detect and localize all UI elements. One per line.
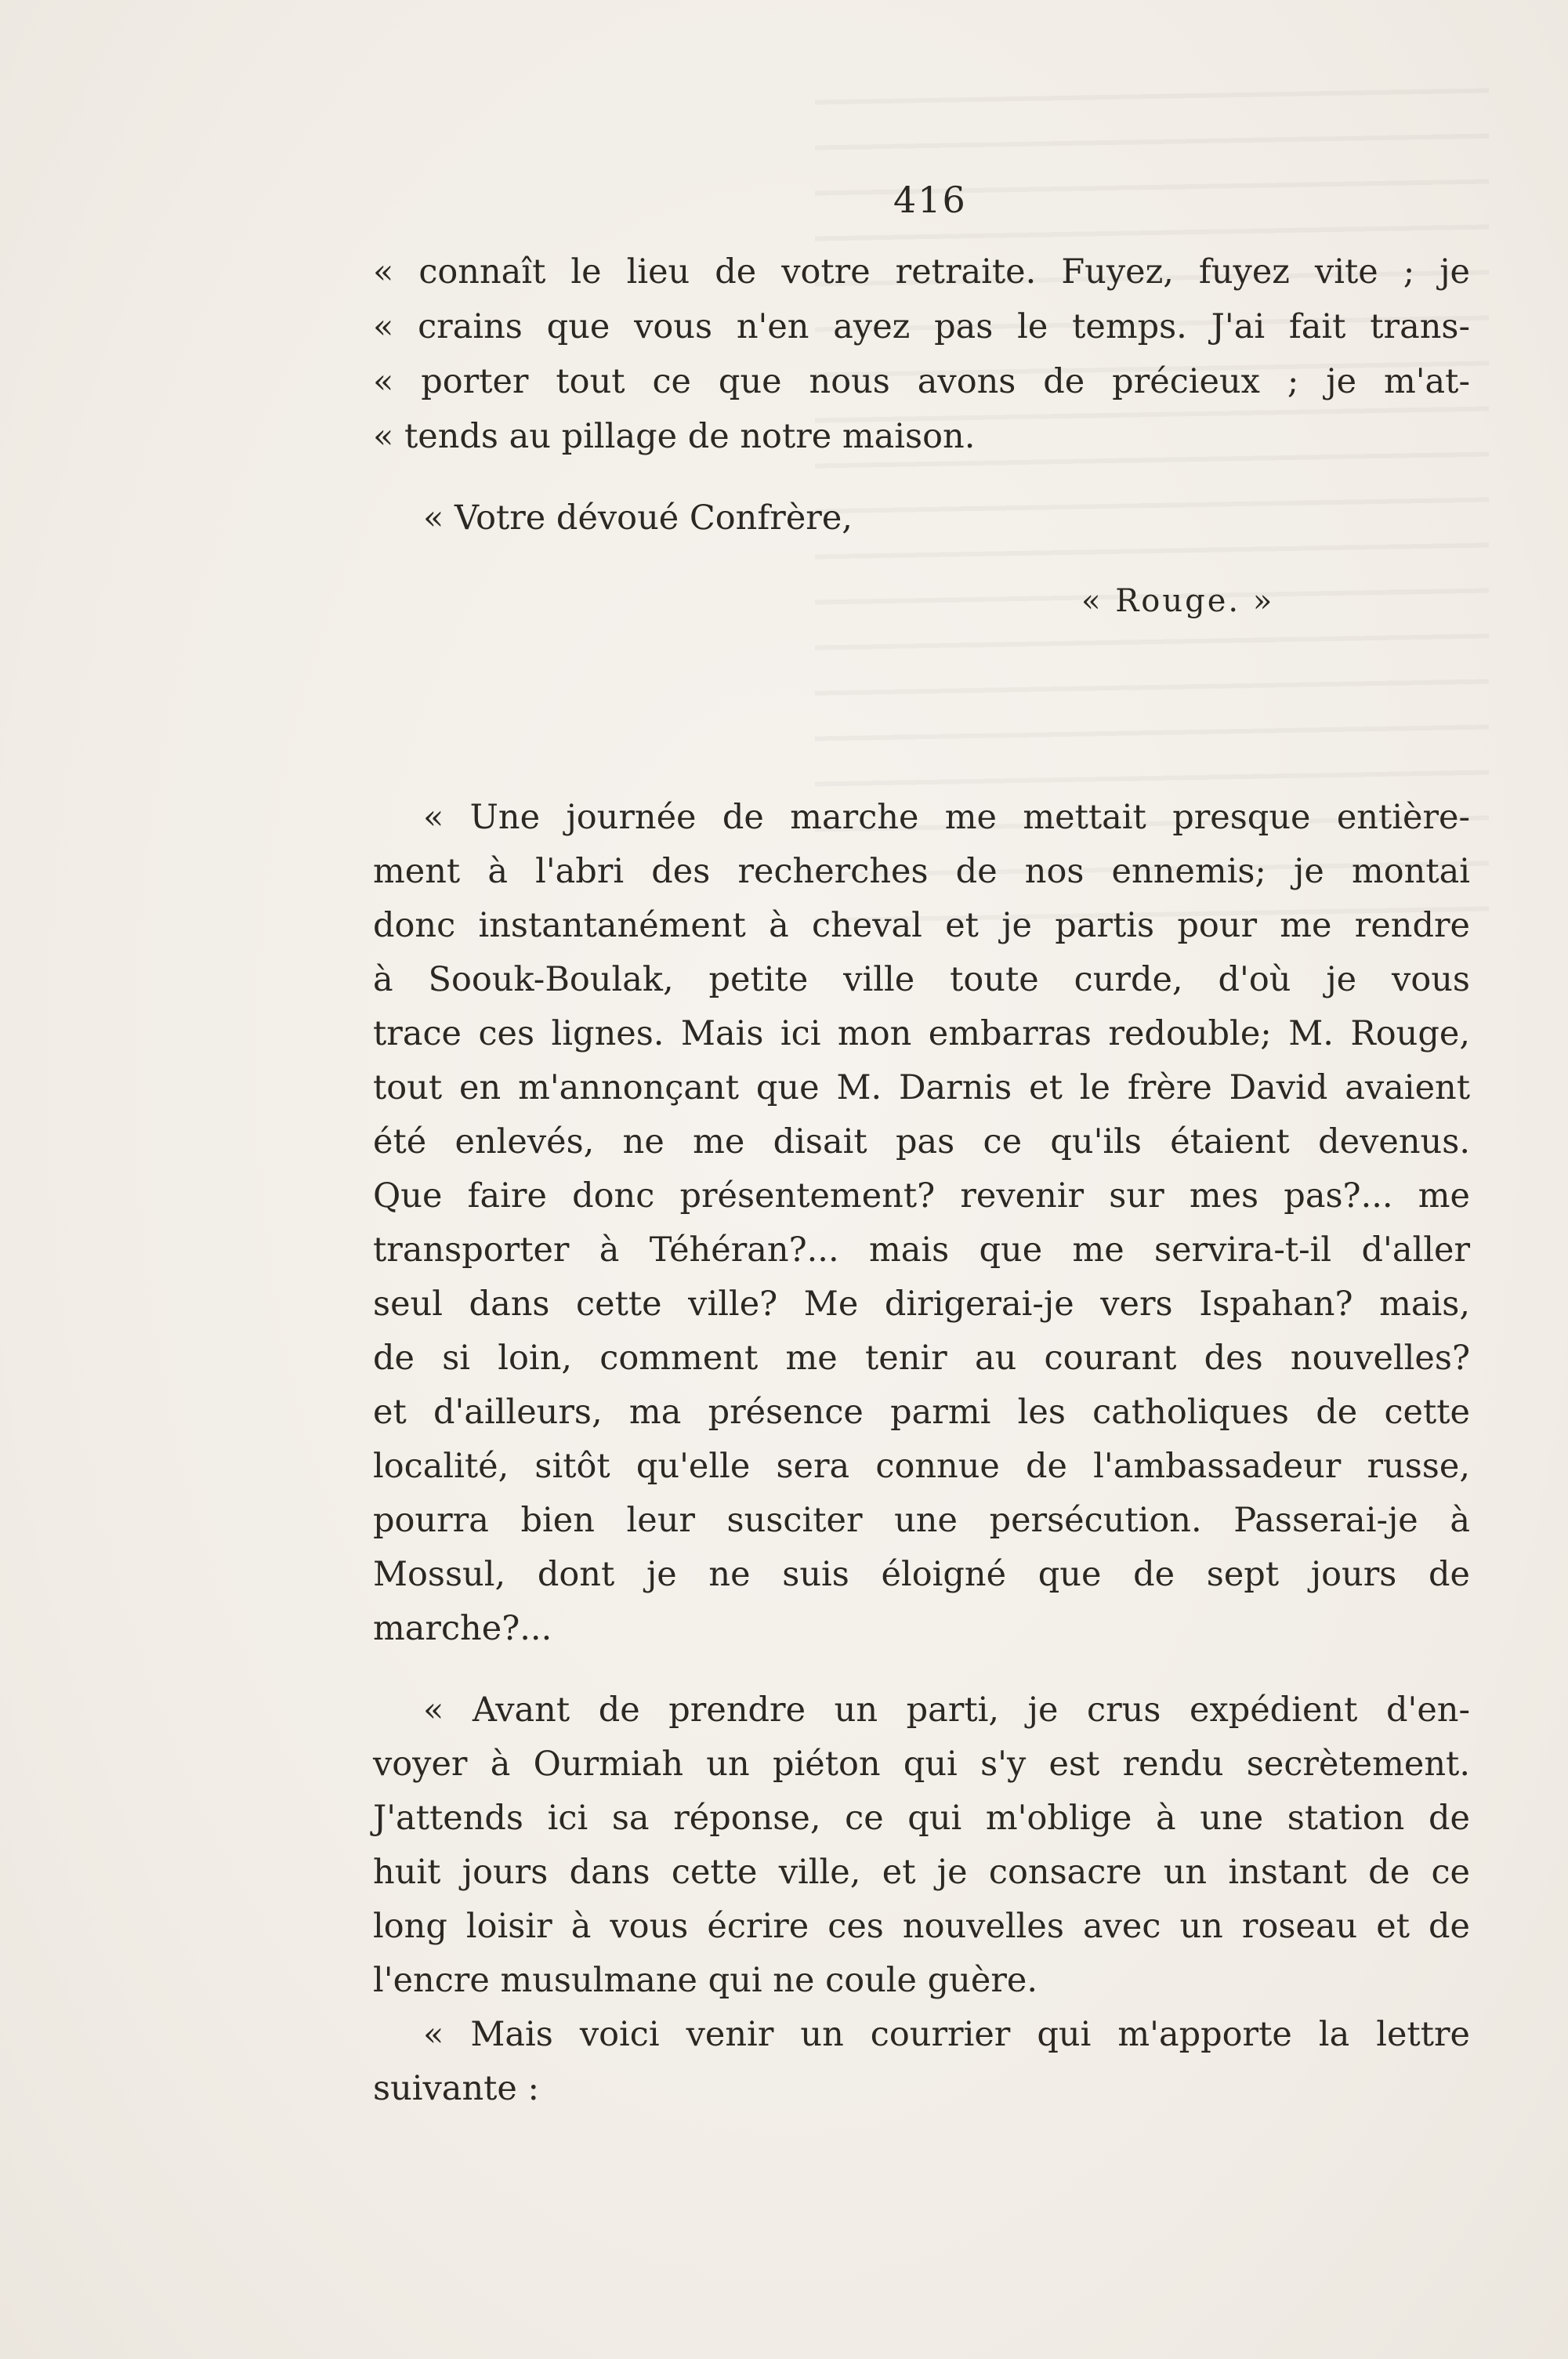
page-number: 416 (893, 179, 967, 221)
letter-line: « porter tout ce que nous avons de précieux ; je m'at- (373, 362, 1470, 401)
body-line: J'attends ici sa réponse, ce qui m'oblige à une station de (373, 1799, 1470, 1838)
body-line: trace ces lignes. Mais ici mon embarras redouble; M. Rouge, (373, 1014, 1470, 1053)
body-line: transporter à Téhéran?... mais que me servira-t-il d'aller (373, 1230, 1470, 1270)
body-line: « Une journée de marche me mettait presque entière- (423, 798, 1470, 837)
letter-line: « connaît le lieu de votre retraite. Fuyez, fuyez vite ; je (373, 252, 1470, 292)
body-line: été enlevés, ne me disait pas ce qu'ils étaient devenus. (373, 1122, 1470, 1161)
body-line: l'encre musulmane qui ne coule guère. (373, 1961, 1037, 2000)
body-line: « Mais voici venir un courrier qui m'apporte la lettre (423, 2015, 1470, 2054)
body-line: à Soouk-Boulak, petite ville toute curde, d'où je vous (373, 960, 1470, 999)
body-line: Que faire donc présentement? revenir sur mes pas?... me (373, 1176, 1470, 1216)
letter-closing: « Votre dévoué Confrère, (423, 498, 853, 538)
body-line: donc instantanément à cheval et je partis pour me rendre (373, 906, 1470, 945)
body-line: « Avant de prendre un parti, je crus expédient d'en- (423, 1690, 1470, 1730)
body-line: localité, sitôt qu'elle sera connue de l'ambassadeur russe, (373, 1447, 1470, 1486)
body-line: ment à l'abri des recherches de nos ennemis; je montai (373, 852, 1470, 891)
letter-line: « tends au pillage de notre maison. (373, 417, 976, 456)
body-line: voyer à Ourmiah un piéton qui s'y est rendu secrètement. (373, 1745, 1470, 1784)
body-line: suivante : (373, 2069, 540, 2108)
body-line: et d'ailleurs, ma présence parmi les catholiques de cette (373, 1393, 1470, 1432)
letter-line: « crains que vous n'en ayez pas le temps. J'ai fait trans- (373, 307, 1470, 346)
body-line: pourra bien leur susciter une persécution. Passerai-je à (373, 1501, 1470, 1540)
body-line: Mossul, dont je ne suis éloigné que de sept jours de (373, 1555, 1470, 1594)
body-line: marche?... (373, 1609, 552, 1648)
body-line: long loisir à vous écrire ces nouvelles avec un roseau et de (373, 1907, 1470, 1946)
body-line: seul dans cette ville? Me dirigerai-je vers Ispahan? mais, (373, 1285, 1470, 1324)
body-line: huit jours dans cette ville, et je consacre un instant de ce (373, 1853, 1470, 1892)
letter-signature: « Rouge. » (1081, 583, 1275, 619)
body-line: tout en m'annonçant que M. Darnis et le frère David avaient (373, 1068, 1470, 1107)
body-line: de si loin, comment me tenir au courant des nouvelles? (373, 1339, 1470, 1378)
